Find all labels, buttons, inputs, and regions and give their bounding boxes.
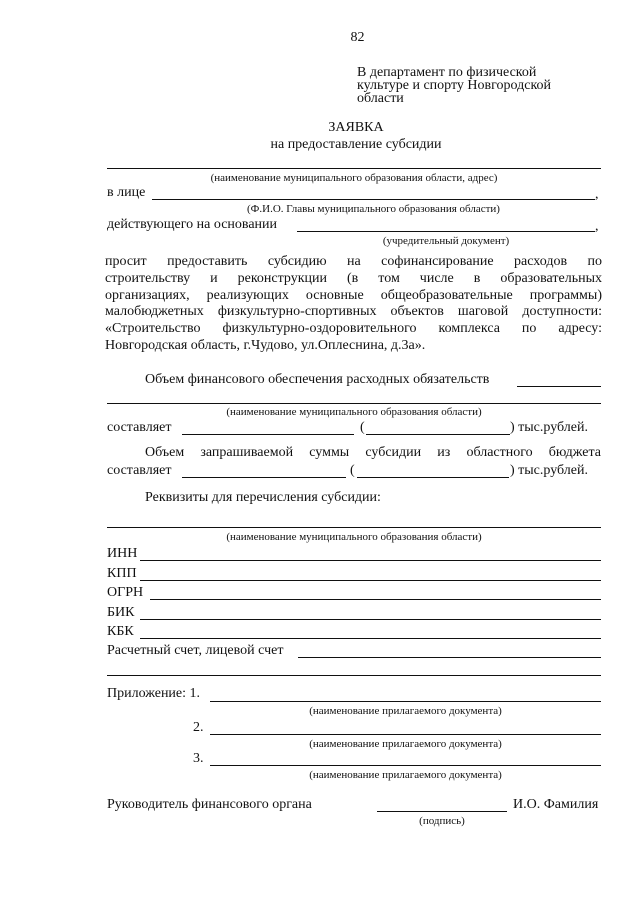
addressee-line: культуре и спорту Новгородской [357, 78, 552, 93]
caption-attached-doc: (наименование прилагаемого документа) [309, 769, 502, 781]
funding-amount-words-field[interactable] [366, 434, 510, 435]
caption-founding-doc: (учредительный документ) [382, 235, 510, 247]
requisites-municipality-field[interactable] [107, 527, 601, 528]
signer-label: Руководитель финансового органа [107, 797, 312, 812]
inn-field[interactable] [140, 560, 601, 561]
label-kbk: КБК [107, 624, 134, 639]
label-appendix: Приложение: 1. [107, 686, 201, 701]
signature-field[interactable] [377, 811, 507, 812]
caption-attached-doc: (наименование прилагаемого документа) [309, 705, 502, 717]
funding-field-start[interactable] [517, 386, 601, 387]
request-line: «Строительство физкультурно-оздоровительного комплекса по адресу: [105, 321, 602, 337]
paren-open: ( [350, 463, 355, 478]
requested-amount-field[interactable] [182, 477, 346, 478]
request-line: строительству и реконструкции (в том числе в образовательных [105, 270, 602, 286]
funding-label: Объем финансового обеспечения расходных обязательств [145, 372, 490, 387]
appendix-1-field[interactable] [210, 701, 601, 702]
caption-municipality-address: (наименование муниципального образования области, адрес) [210, 172, 498, 184]
caption-signature: (подпись) [419, 815, 465, 827]
page-number: 82 [350, 30, 365, 45]
founding-doc-field[interactable] [297, 231, 595, 232]
funding-municipality-field[interactable] [107, 403, 601, 404]
label-thousand-rub: ) тыс.рублей. [510, 463, 588, 478]
label-acting-basis: действующего на основании [107, 217, 278, 232]
caption-attached-doc: (наименование прилагаемого документа) [309, 738, 502, 750]
request-line: просит предоставить субсидию на софинансирование расходов по [105, 254, 602, 269]
addressee-line: области [357, 91, 404, 106]
addressee-line: В департамент по физической [357, 65, 537, 80]
label-amounts-to: составляет [107, 420, 172, 435]
document-title: ЗАЯВКА [328, 120, 384, 135]
kbk-field[interactable] [140, 638, 601, 639]
request-line: организациях, реализующих основные общеобразовательные программы) [105, 287, 602, 303]
label-kpp: КПП [107, 566, 137, 581]
request-line: малобюджетных физкультурно-спортивных объектов шаговой доступности: [105, 304, 602, 320]
label-thousand-rub: ) тыс.рублей. [510, 420, 588, 435]
label-ogrn: ОГРН [107, 585, 144, 600]
appendix-number-3: 3. [193, 751, 204, 766]
request-paragraph [105, 254, 602, 355]
appendix-number-2: 2. [193, 720, 204, 735]
head-name-field[interactable] [152, 199, 595, 200]
request-line: Новгородская область, г.Чудово, ул.Оплеснина, д.3а». [105, 337, 426, 353]
requisites-label: Реквизиты для перечисления субсидии: [145, 490, 381, 505]
label-in-person: в лице [107, 185, 146, 200]
comma: , [595, 219, 599, 234]
caption-municipality-2: (наименование муниципального образования области) [226, 531, 482, 543]
appendix-2-field[interactable] [210, 734, 601, 735]
paren-open: ( [360, 420, 365, 435]
ogrn-field[interactable] [150, 599, 601, 600]
appendix-3-field[interactable] [210, 765, 601, 766]
label-amounts-to: составляет [107, 463, 172, 478]
bik-field[interactable] [140, 619, 601, 620]
comma: , [595, 187, 599, 202]
account-field[interactable] [298, 657, 601, 658]
requested-amount-words-field[interactable] [357, 477, 509, 478]
account-field-continued[interactable] [107, 675, 601, 676]
label-inn: ИНН [107, 546, 138, 561]
caption-head-name: (Ф.И.О. Главы муниципального образования области) [247, 203, 500, 215]
kpp-field[interactable] [140, 580, 601, 581]
document-subtitle: на предоставление субсидии [270, 137, 442, 152]
funding-amount-field[interactable] [182, 434, 354, 435]
addressee-block [357, 66, 597, 105]
caption-municipality: (наименование муниципального образования области) [226, 406, 482, 418]
signer-name: И.О. Фамилия [513, 797, 599, 812]
requested-label: Объем запрашиваемой суммы субсидии из областного бюджета [145, 445, 601, 460]
municipality-address-field[interactable] [107, 168, 601, 169]
label-account: Расчетный счет, лицевой счет [107, 643, 284, 658]
label-bik: БИК [107, 605, 135, 620]
